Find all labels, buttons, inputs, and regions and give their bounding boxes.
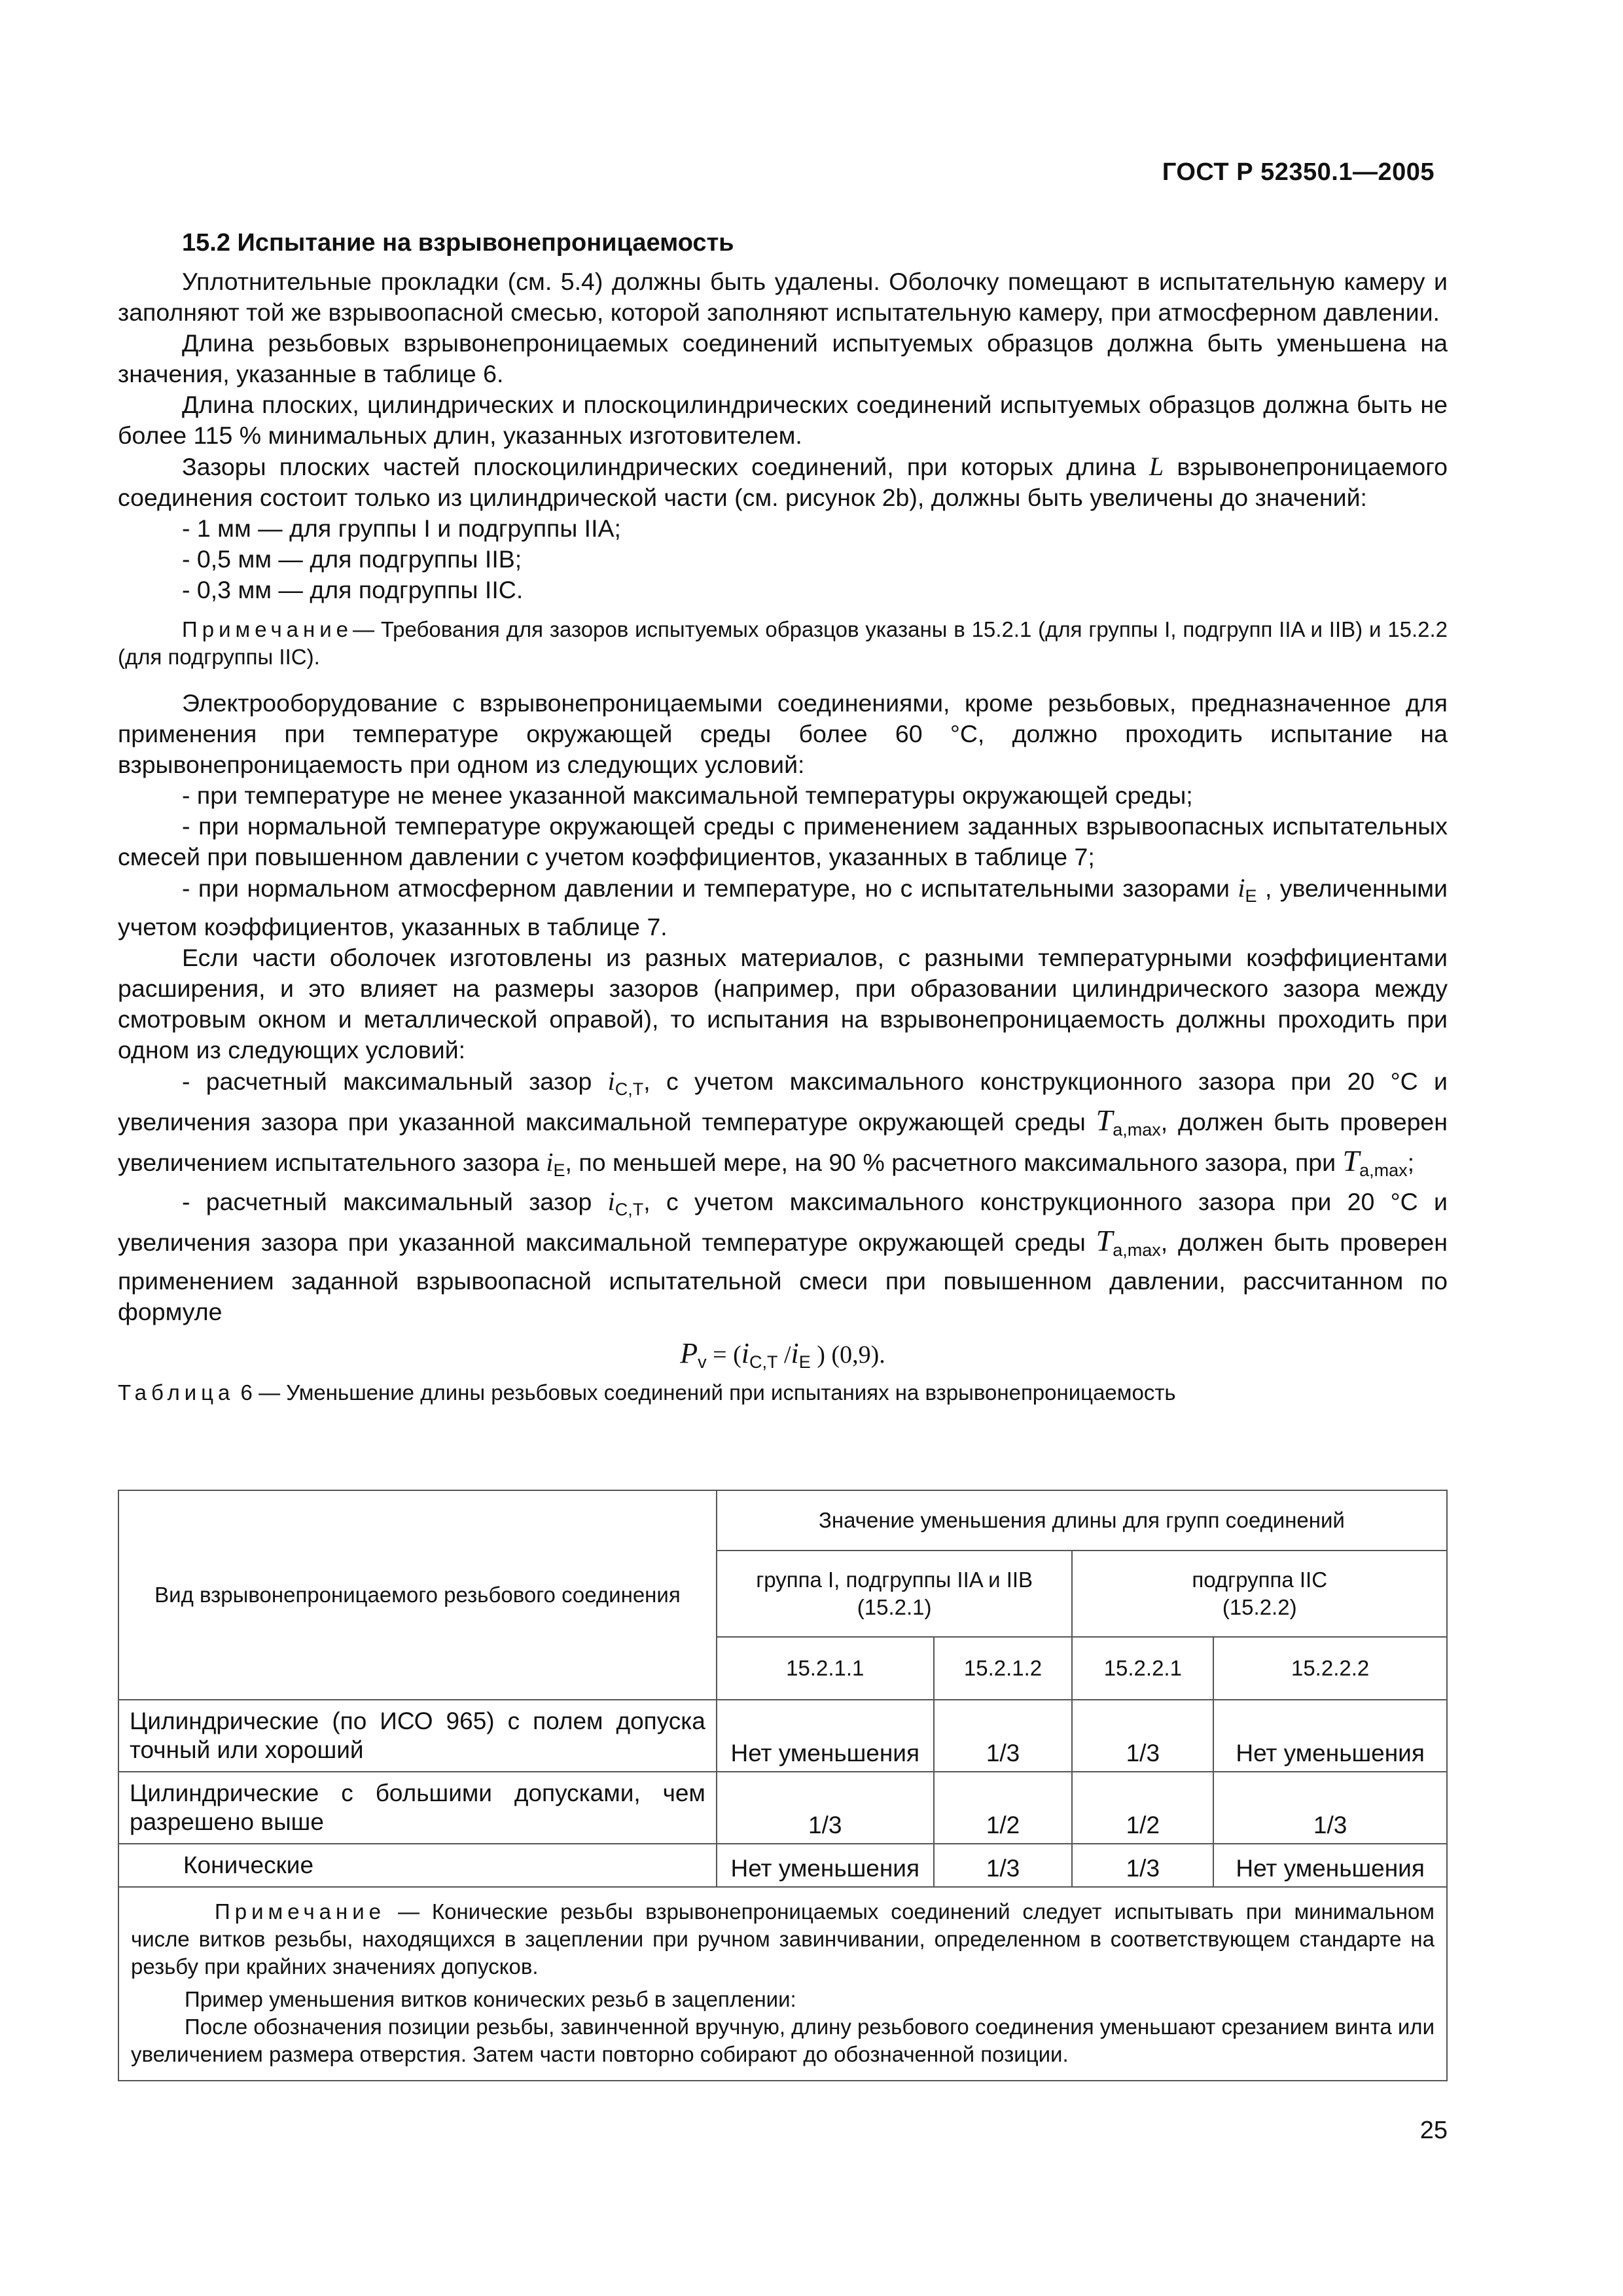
paragraph-electrical-equipment: Электрооборудование с взрывонепроницаемыми соединениями, кроме резьбовых, предназначенное для применения при температуре окружающей среды более 60 °С, должно проходить испытание на взрывонепроницаемость при одном из следующих условий: [118,689,1448,778]
thread-reduction-table [118,1490,1448,2081]
condition-item: - при нормальном атмосферном давлении и температуре, но с испытательными зазорами $i_E$ , увеличенными учетом коэффициентов, указанных в таблице 7. [118,873,1448,941]
table-note-row [118,1887,1447,2081]
col-header-group-values: Значение уменьшения длины для групп соединений [717,1490,1447,1551]
section-title: 15.2 Испытание на взрывонепроницаемость [182,229,734,257]
paragraph-materials: Если части оболочек изготовлены из разных материалов, с разными температурными коэффициентами расширения, и это влияет на размеры зазоров (например, при образовании цилиндрического зазора между смотровым окном и металлической оправой), то испытания на взрывонепроницаемость должны проходить при одном из следующих условий: [118,944,1448,1064]
table-cell: 1/2 [1072,1772,1213,1844]
col-header-connection-type: Вид взрывонепроницаемого резьбового соединения [118,1490,717,1700]
paragraph-gaskets: Уплотнительные прокладки (см. 5.4) должны быть удалены. Оболочку помещают в испытательную камеру и заполняют той же взрывоопасной смесью, которой заполняют испытательную камеру, при атмосферном давлении. [118,268,1448,326]
table-cell: 1/3 [717,1772,934,1844]
note-label: Примечание [182,617,353,641]
table-cell: Нет уменьшения [1213,1700,1447,1772]
col-header-group2: подгруппа IIC (15.2.2) [1072,1551,1447,1637]
document-body [118,229,1448,1420]
table-row [118,1844,1447,1887]
row-label: Конические [118,1844,717,1887]
note-gaps: Примечание— Требования для зазоров испытуемых образцов указаны в 15.2.1 (для группы I, подгрупп IIA и IIB) и 15.2.2 (для подгруппы IIC). [118,617,1448,669]
condition-item: - расчетный максимальный зазор $i_{C,T}$, с учетом максимального конструкционного зазора при 20 °С и увеличения зазора при указанной максимальной температуре окружающей среды $T_{a,max}$, должен быть проверен применением заданной взрывоопасной испытательной смеси при повышенном давлении, рассчитанном по формуле [118,1187,1448,1325]
table-note: Примечание — Конические резьбы взрывонепроницаемых соединений следует испытывать при минимальном числе витков резьбы, находящихся в зацеплении при ручном завинчивании, определенном в соответствующем стандарте на резьбу при крайних значениях допусков. Пример уменьшения витков конических резьб в зацеплении: После обозначения позиции резьбы, завинченной вручную, длину резьбового соединения уменьшают срезанием винта или увеличением размера отверстия. Затем части повторно собирают до обозначенной позиции. [118,1887,1447,2081]
table-cell: 1/3 [934,1844,1073,1887]
standard-code: ГОСТ Р 52350.1—2005 [1162,158,1435,186]
row-label: Цилиндрические с большими допусками, чем разрешено выше [118,1772,717,1844]
condition-item: - при нормальной температуре окружающей среды с применением заданных взрывоопасных испытательных смесей при повышенном давлении с учетом коэффициентов, указанных в таблице 7; [118,812,1448,870]
subcol-header: 15.2.2.1 [1072,1637,1213,1700]
table-caption: Таблица 6 — Уменьшение длины резьбовых соединений при испытаниях на взрывонепроницаемость [118,1380,1176,1405]
note-label: Примечание [215,1899,386,1924]
table-cell: 1/2 [934,1772,1073,1844]
table-cell: 1/3 [1072,1700,1213,1772]
subcol-header: 15.2.1.2 [934,1637,1073,1700]
subcol-header: 15.2.2.2 [1213,1637,1447,1700]
paragraph-gaps: Зазоры плоских частей плоскоцилиндрических соединений, при которых длина L взрывонепроницаемого соединения состоит только из цилиндрической части (см. рисунок 2b), должны быть увеличены до значений: [118,452,1448,511]
table-row [118,1700,1447,1772]
condition-item: - при температуре не менее указанной максимальной температуры окружающей среды; [182,781,1193,809]
subcol-header: 15.2.1.1 [717,1637,934,1700]
table-row [118,1772,1447,1844]
pressure-formula: $P_v = (i_{C,T}$ $/i_E$ ) (0,9). [680,1337,885,1372]
length-symbol: L [1149,452,1164,481]
table-cell: Нет уменьшения [1213,1844,1447,1887]
table-cell: Нет уменьшения [717,1844,934,1887]
col-header-group1: группа I, подгруппы IIA и IIB (15.2.1) [717,1551,1073,1637]
list-item: - 0,5 мм — для подгруппы IIB; [182,545,522,573]
condition-item: - расчетный максимальный зазор $i_{C,T}$, с учетом максимального конструкционного зазора при 20 °С и увеличения зазора при указанной максимальной температуре окружающей среды $T_{a,max}$, должен быть проверен увеличением испытательного зазора $i_E$, по меньшей мере, на 90 % расчетного максимального зазора, при $T_{a,max}$; [118,1066,1448,1180]
table-cell: 1/3 [1072,1844,1213,1887]
list-item: - 1 мм — для группы I и подгруппы IIA; [182,514,621,542]
table-cell: 1/3 [1213,1772,1447,1844]
paragraph-flat-length: Длина плоских, цилиндрических и плоскоцилиндрических соединений испытуемых образцов должна быть не более 115 % минимальных длин, указанных изготовителем. [118,391,1448,449]
example-text: После обозначения позиции резьбы, завинченной вручную, длину резьбового соединения уменьшают срезанием винта или увеличением размера отверстия. Затем части повторно собирают до обозначенной позиции. [131,2015,1435,2066]
paragraph-thread-length: Длина резьбовых взрывонепроницаемых соединений испытуемых образцов должна быть уменьшена на значения, указанные в таблице 6. [118,329,1448,387]
table-header-row [118,1490,1447,1551]
page-number: 25 [1419,2117,1448,2144]
example-title: Пример уменьшения витков конических резьб в зацеплении: [185,1987,796,2011]
table-cell: Нет уменьшения [717,1700,934,1772]
row-label: Цилиндрические (по ИСО 965) с полем допуска точный или хороший [118,1700,717,1772]
list-item: - 0,3 мм — для подгруппы IIC. [182,576,524,603]
table-cell: 1/3 [934,1700,1073,1772]
